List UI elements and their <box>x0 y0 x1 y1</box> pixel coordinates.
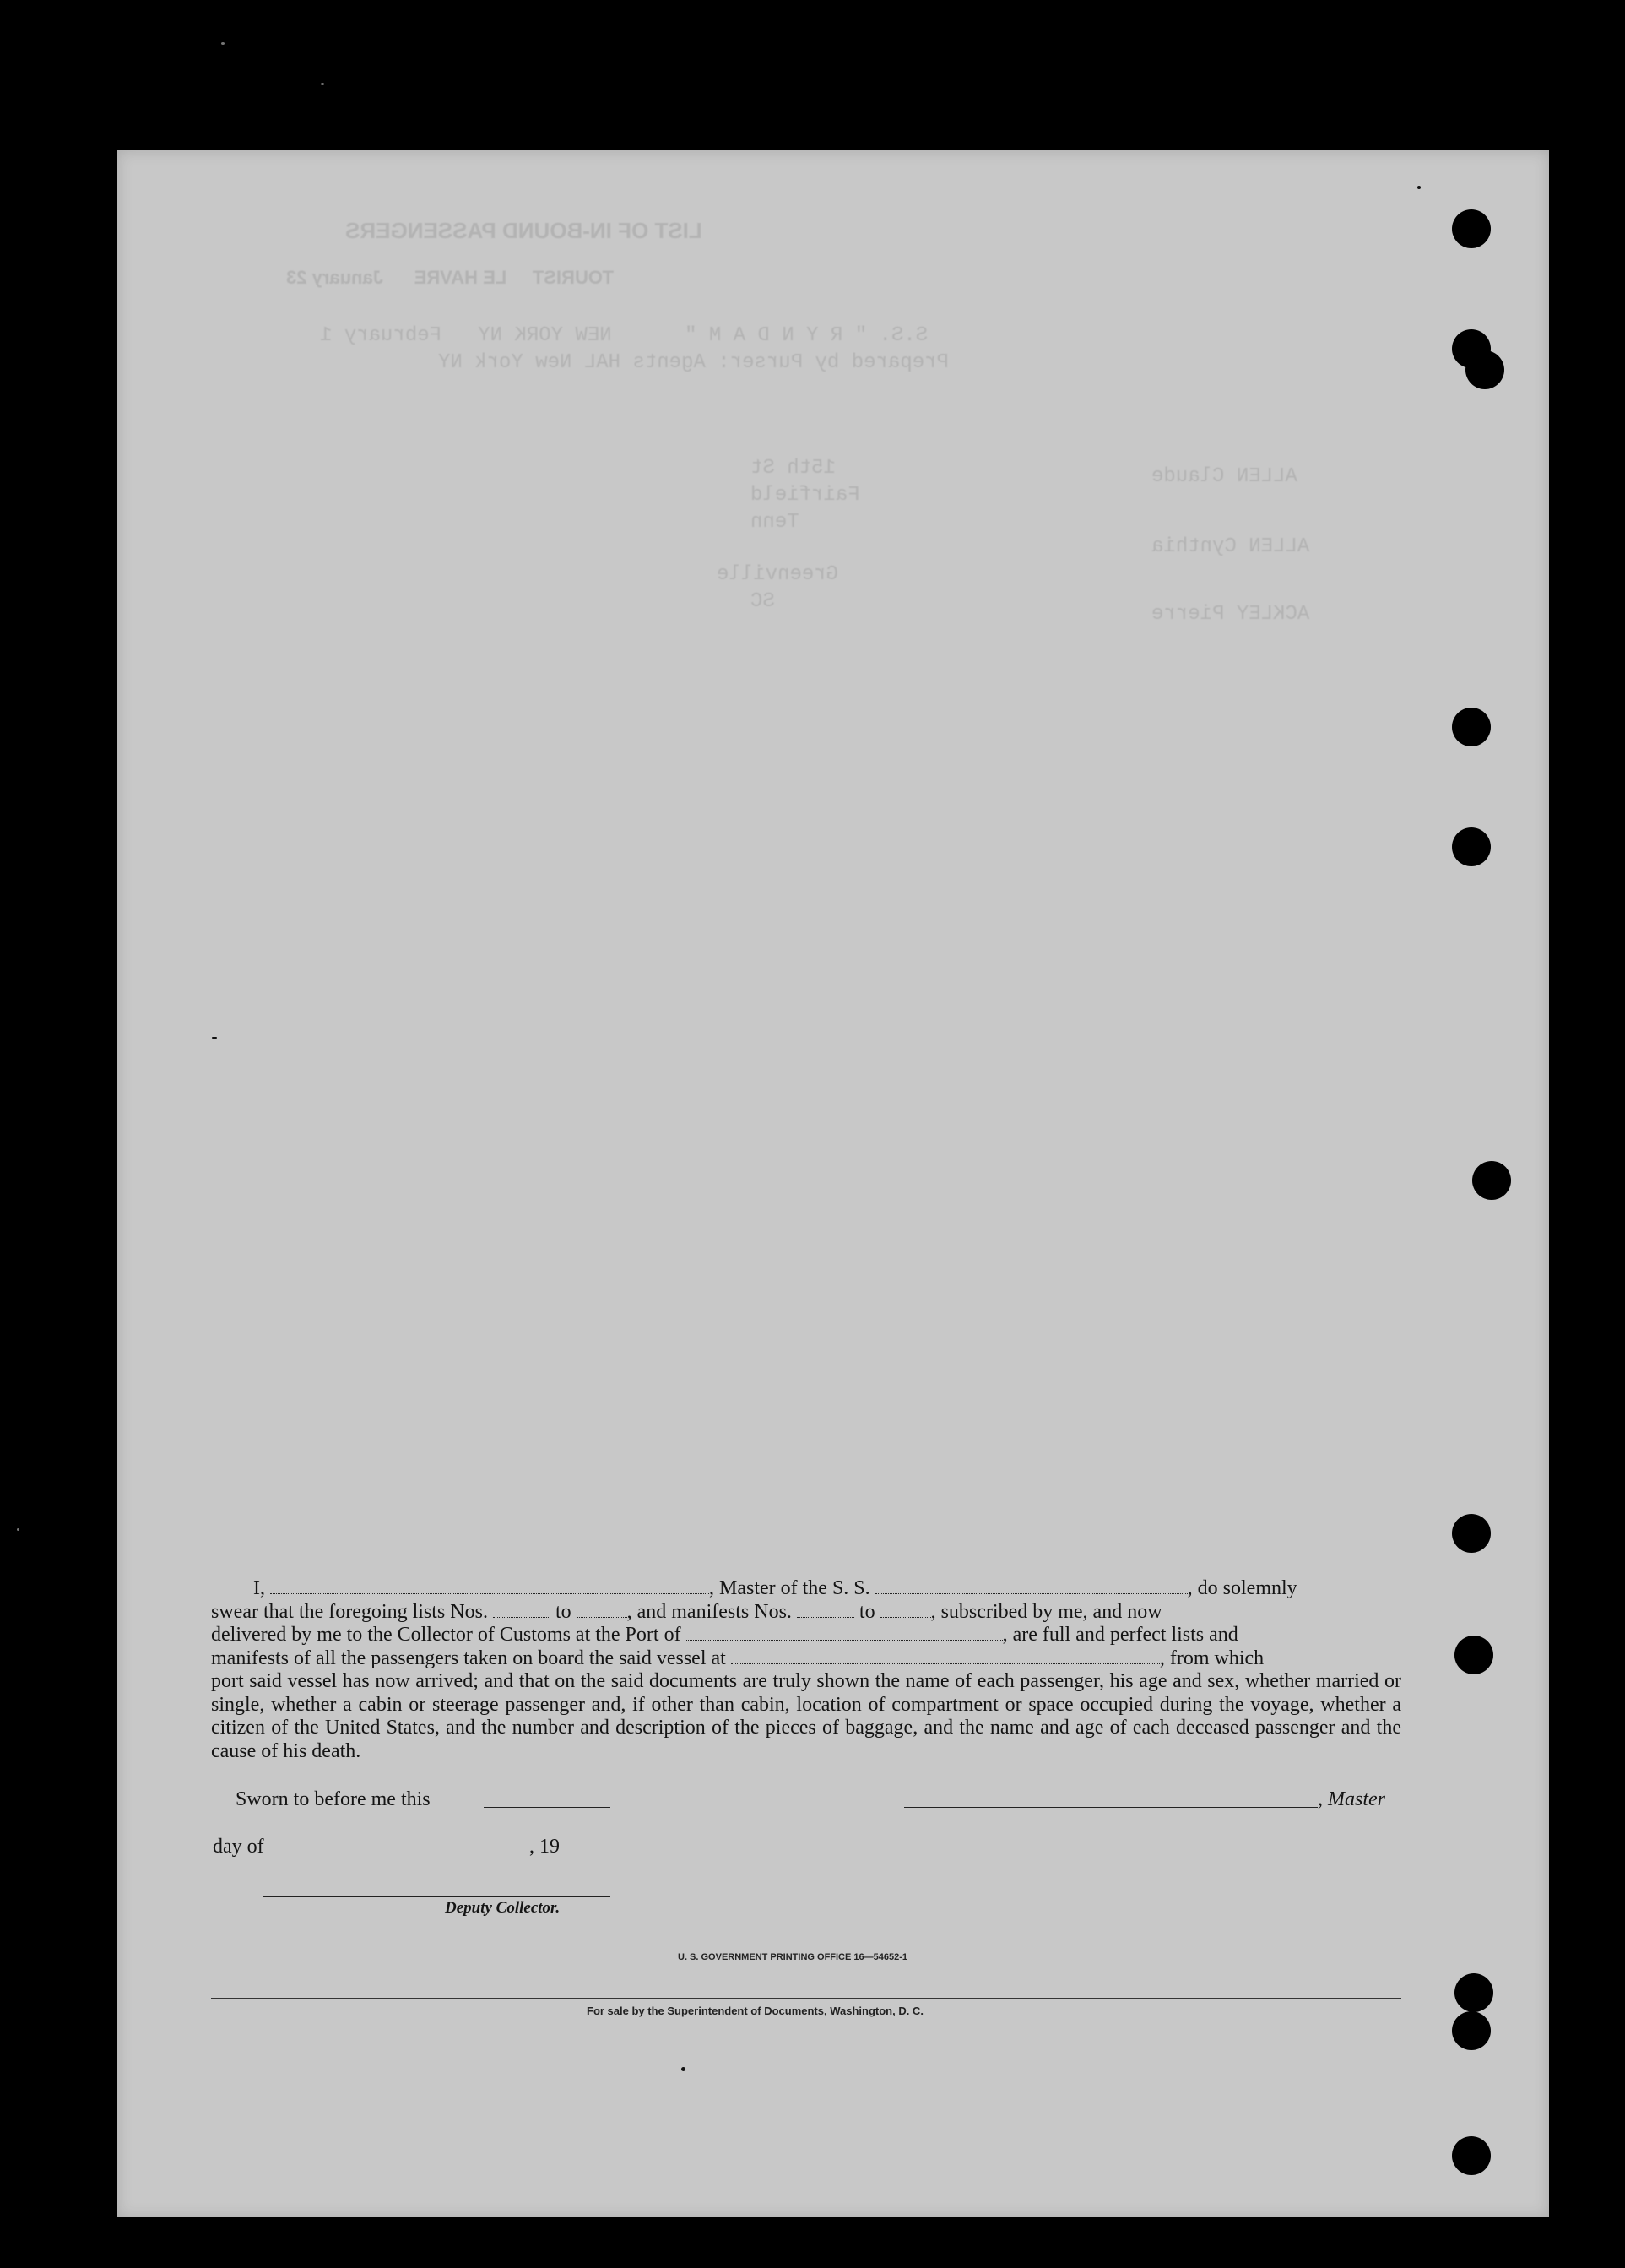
ink-speck <box>681 2067 685 2071</box>
year-label: , 19 <box>529 1836 560 1858</box>
bleed-entry-3: ACKLEY Pierre <box>1151 603 1310 626</box>
bleed-ship-line: S.S. " R Y N D A M " NEW YORK NY February 1 <box>320 324 929 347</box>
punch-hole <box>1454 1636 1493 1674</box>
day-of-label: day of <box>213 1836 264 1858</box>
oath-full-perfect: , are full and perfect lists and <box>1002 1624 1238 1646</box>
oath-line-2 <box>211 1601 1401 1625</box>
oath-from-which: , from which <box>1159 1647 1265 1669</box>
lists-to-blank <box>577 1602 627 1618</box>
bleed-address-3: Tenn <box>750 511 799 534</box>
ink-speck <box>1417 186 1421 189</box>
oath-to-2: to <box>859 1600 875 1623</box>
bleed-address-1: 15th St <box>750 457 836 480</box>
bleed-entry-1: ALLEN Claude <box>1151 465 1297 488</box>
punch-hole <box>1452 2011 1491 2050</box>
bleed-address-5: SC <box>750 590 775 613</box>
punch-hole <box>1452 2136 1491 2175</box>
punch-hole <box>1452 708 1491 746</box>
printing-office-note: U. S. GOVERNMENT PRINTING OFFICE 16—54652-1 <box>678 1952 908 1962</box>
oath-do-solemnly: , do solemnly <box>1187 1577 1297 1599</box>
sworn-label: Sworn to before me this <box>236 1788 431 1810</box>
oath-manifests: , and manifests Nos. <box>626 1600 792 1623</box>
sworn-day-line <box>484 1807 610 1808</box>
bleed-heading-2: TOURIST LE HAVRE January 23 <box>286 267 614 288</box>
lists-from-blank <box>493 1602 550 1618</box>
oath-line-4 <box>211 1647 1401 1671</box>
master-signature-line <box>904 1807 1318 1808</box>
oath-delivered: delivered by me to the Collector of Customs at the Port of <box>211 1624 681 1646</box>
bleed-address-2: Fairfield <box>750 484 860 507</box>
punch-hole <box>1452 209 1491 248</box>
bleed-heading-1: LIST OF IN-BOUND PASSENGERS <box>345 218 702 243</box>
punch-hole <box>1452 1514 1491 1553</box>
punch-hole <box>1452 827 1491 866</box>
scanner-speck <box>221 42 225 45</box>
master-name-blank <box>270 1578 709 1594</box>
bleed-address-4: Greenville <box>717 563 839 586</box>
oath-manifests-all: manifests of all the passengers taken on board the said vessel at <box>211 1647 726 1669</box>
manifests-from-blank <box>797 1602 854 1618</box>
scanner-speck <box>17 1528 19 1531</box>
ink-speck <box>212 1037 217 1039</box>
oath-line-1 <box>211 1577 1401 1601</box>
punch-hole <box>1465 350 1504 389</box>
bleed-prepared-line: Prepared by Purser: Agents HAL New York NY <box>438 351 949 374</box>
departure-port-blank <box>731 1648 1160 1664</box>
manifests-to-blank <box>880 1602 931 1618</box>
oath-swear: swear that the foregoing lists Nos. <box>211 1600 488 1623</box>
port-blank <box>686 1625 1003 1641</box>
oath-body: port said vessel has now arrived; and that on the said documents are truly shown the name of each passenger, his age and sex, whether married or single, whether a cabin or steerage passenger and, if other than cabin, location of compartment or space occupied during the voyage, whether a citizen of the United States, and the number and description of the pieces of baggage, and the name and age of each deceased passenger and the cause of his death. <box>211 1670 1401 1762</box>
footer-rule <box>211 1998 1401 1999</box>
oath-subscribed: , subscribed by me, and now <box>930 1600 1162 1623</box>
punch-hole <box>1472 1161 1511 1200</box>
punch-hole <box>1454 1973 1493 2012</box>
ship-name-blank <box>875 1578 1188 1594</box>
deputy-label: Deputy Collector. <box>445 1899 561 1917</box>
oath-to-1: to <box>555 1600 571 1623</box>
master-label: , Master <box>1318 1788 1385 1810</box>
oath-line-3 <box>211 1624 1401 1647</box>
oath-paragraph <box>211 1577 1401 1763</box>
manifest-page <box>117 150 1549 2217</box>
bleed-entry-2: ALLEN Cynthia <box>1151 535 1310 558</box>
deputy-signature-line <box>263 1896 610 1897</box>
scanner-speck <box>321 83 324 85</box>
for-sale-note: For sale by the Superintendent of Documents, Washington, D. C. <box>587 2005 924 2017</box>
oath-i: I, <box>253 1577 265 1599</box>
oath-master-of: , Master of the S. S. <box>709 1577 870 1599</box>
